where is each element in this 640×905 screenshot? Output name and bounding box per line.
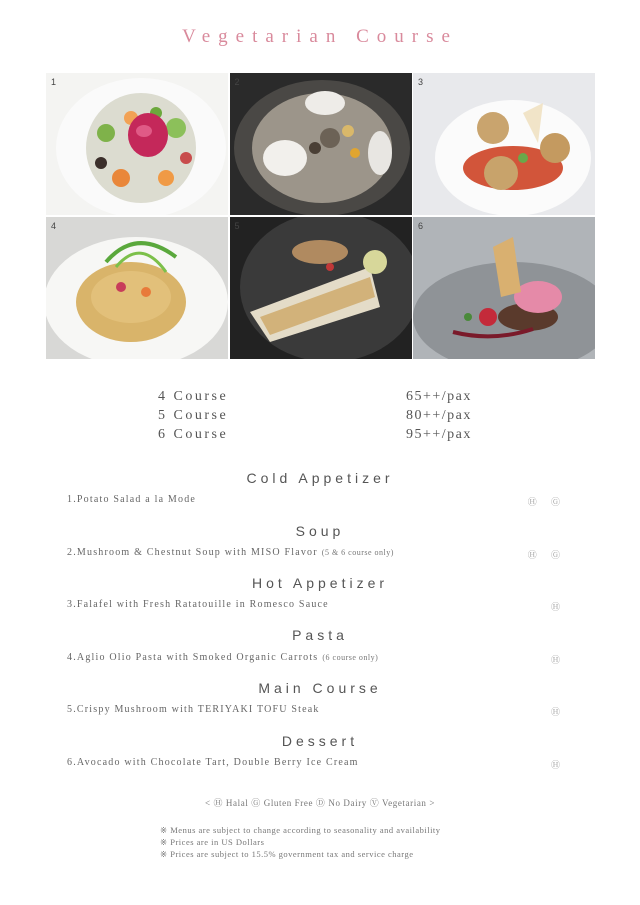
footnote: ※ Menus are subject to change according to seasonality and availability xyxy=(160,825,441,835)
dessert-photo-icon xyxy=(413,217,595,359)
price-list xyxy=(158,389,488,446)
dish-item xyxy=(67,704,320,715)
dish-name: 3.Falafel with Fresh Ratatouille in Romesco Sauce xyxy=(67,599,329,610)
section-title: Main Course xyxy=(258,680,382,696)
soup-photo-icon xyxy=(230,73,412,215)
price-row xyxy=(158,408,488,427)
falafel-photo-icon xyxy=(413,73,595,215)
photo-number: 1 xyxy=(51,77,57,87)
footnote: ※ Prices are subject to 15.5% government tax and service charge xyxy=(160,849,414,859)
dish-note: (6 course only) xyxy=(322,653,379,662)
section-title: Dessert xyxy=(281,733,359,749)
dish-item xyxy=(67,757,359,768)
section-hot-appetizer xyxy=(0,575,640,591)
dish-item xyxy=(67,494,196,505)
dish-item xyxy=(67,599,329,610)
course-count: 6 Course xyxy=(158,427,229,442)
photo-number: 6 xyxy=(418,221,424,231)
dish-name: 5.Crispy Mushroom with TERIYAKI TOFU Steak xyxy=(67,704,320,715)
photo-pasta xyxy=(46,217,228,359)
diet-marks: Ⓗ Ⓖ xyxy=(527,550,566,560)
course-price: 65++/pax xyxy=(406,389,472,404)
section-title: Soup xyxy=(295,523,345,539)
diet-marks: Ⓗ xyxy=(550,602,566,612)
photo-grid xyxy=(46,73,595,359)
diet-marks: Ⓗ xyxy=(550,760,566,770)
course-price: 80++/pax xyxy=(406,408,472,423)
section-soup xyxy=(0,523,640,539)
photo-number: 3 xyxy=(418,77,424,87)
section-pasta xyxy=(0,627,640,643)
diet-marks: Ⓗ xyxy=(550,707,566,717)
photo-number: 2 xyxy=(234,77,240,87)
section-cold-appetizer xyxy=(0,470,640,486)
section-title: Pasta xyxy=(292,627,348,643)
course-price: 95++/pax xyxy=(406,427,472,442)
dish-name: 1.Potato Salad a la Mode xyxy=(67,494,197,505)
price-row xyxy=(158,389,488,408)
section-title: Cold Appetizer xyxy=(246,470,394,486)
price-row xyxy=(158,427,488,446)
dish-item xyxy=(67,652,378,663)
photo-steak xyxy=(230,217,412,359)
footnotes xyxy=(160,824,441,860)
dish-note: (5 & 6 course only) xyxy=(321,548,394,557)
salad-photo-icon xyxy=(46,73,228,215)
dish-name: 2.Mushroom & Chestnut Soup with MISO Flavor xyxy=(67,547,318,558)
course-count: 5 Course xyxy=(158,408,229,423)
photo-number: 5 xyxy=(234,221,240,231)
section-main-course xyxy=(0,680,640,696)
photo-dessert xyxy=(413,217,595,359)
dish-name: 4.Aglio Olio Pasta with Smoked Organic Carrots xyxy=(67,652,319,663)
dish-name: 6.Avocado with Chocolate Tart, Double Berry Ice Cream xyxy=(67,757,359,768)
photo-falafel xyxy=(413,73,595,215)
photo-soup xyxy=(230,73,412,215)
photo-salad xyxy=(46,73,228,215)
dish-item xyxy=(67,547,394,558)
page-title: Vegetarian Course xyxy=(182,26,458,47)
section-dessert xyxy=(0,733,640,749)
diet-marks: Ⓗ xyxy=(550,655,566,665)
pasta-photo-icon xyxy=(46,217,228,359)
section-title: Hot Appetizer xyxy=(251,575,389,591)
diet-legend: < Ⓗ Halal Ⓖ Gluten Free Ⓓ No Dairy Ⓥ Vegetarian > xyxy=(204,798,436,808)
diet-marks: Ⓗ Ⓖ xyxy=(527,497,566,507)
photo-number: 4 xyxy=(51,221,57,231)
footnote: ※ Prices are in US Dollars xyxy=(160,837,265,847)
steak-photo-icon xyxy=(230,217,412,359)
course-count: 4 Course xyxy=(158,389,229,404)
